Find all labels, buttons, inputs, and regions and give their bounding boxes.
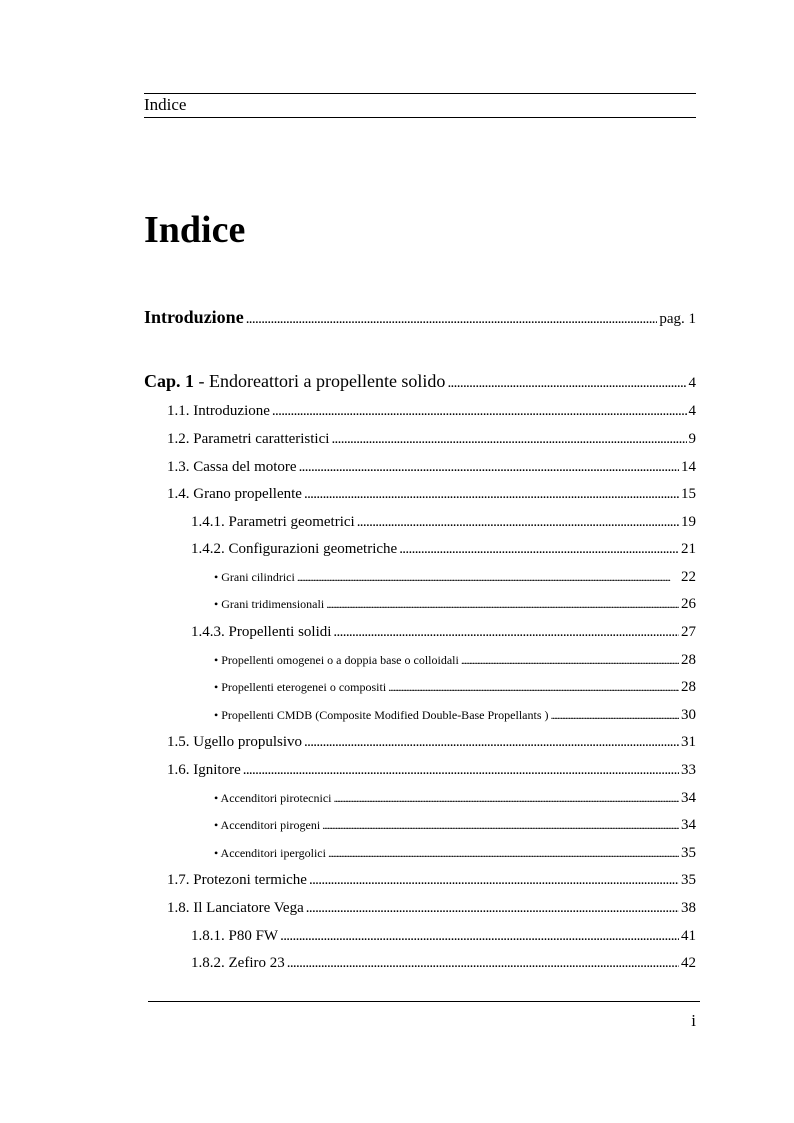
toc-leader-dots bbox=[297, 566, 679, 588]
toc-leader-dots bbox=[399, 538, 679, 560]
toc-entry-page: 27 bbox=[681, 624, 696, 640]
toc-entry-label: • Accenditori pirotecnici bbox=[214, 791, 332, 805]
toc-leader-dots bbox=[357, 511, 679, 533]
toc-entry-page: 4 bbox=[688, 375, 696, 391]
toc-entry-label: • Grani cilindrici bbox=[214, 570, 295, 584]
toc-leader-dots bbox=[304, 731, 679, 753]
toc-entry-label: 1.5. Ugello propulsivo bbox=[167, 734, 302, 750]
running-header: Indice bbox=[144, 95, 187, 114]
toc-entry-page: 22 bbox=[681, 569, 696, 585]
toc-entry-page: 35 bbox=[681, 845, 696, 861]
toc-entry[interactable] bbox=[167, 456, 696, 478]
toc-chapter-title: - Endoreattori a propellente solido bbox=[194, 371, 446, 391]
toc-entry-introduzione[interactable] bbox=[144, 306, 696, 328]
toc-entry-label: • Accenditori pirogeni bbox=[214, 818, 321, 832]
toc-entry-page: 26 bbox=[681, 596, 696, 612]
toc-entry[interactable] bbox=[214, 787, 696, 809]
toc-leader-dots bbox=[326, 593, 679, 615]
toc-entry-page: 41 bbox=[681, 928, 696, 944]
toc-entry-label: 1.1. Introduzione bbox=[167, 403, 270, 419]
toc-leader-dots bbox=[309, 869, 679, 891]
toc-entry-label: • Grani tridimensionali bbox=[214, 597, 325, 611]
toc-entry[interactable] bbox=[167, 428, 696, 450]
toc-entry[interactable] bbox=[191, 538, 696, 560]
toc-entry-label: • Propellenti CMDB (Composite Modified Double-Base Propellants ) bbox=[214, 708, 549, 722]
toc-entry-page: 42 bbox=[681, 955, 696, 971]
toc-entry[interactable] bbox=[214, 676, 696, 698]
toc-leader-dots bbox=[287, 952, 679, 974]
toc-entry-page: 21 bbox=[681, 541, 696, 557]
toc-leader-dots bbox=[388, 676, 679, 698]
toc-entry-label: 1.8.2. Zefiro 23 bbox=[191, 955, 285, 971]
toc-entry-page: 35 bbox=[681, 872, 696, 888]
toc-entry[interactable] bbox=[167, 400, 696, 422]
toc-entry[interactable] bbox=[214, 814, 696, 836]
toc-entry[interactable] bbox=[214, 566, 696, 588]
toc-entry-label: • Accenditori ipergolici bbox=[214, 846, 326, 860]
toc-entry-label: 1.3. Cassa del motore bbox=[167, 459, 297, 475]
toc-leader-dots bbox=[299, 456, 679, 478]
toc-leader-dots bbox=[246, 308, 658, 330]
toc-entry-page: 33 bbox=[681, 762, 696, 778]
toc-entry[interactable] bbox=[191, 511, 696, 533]
toc-entry-page: pag. 1 bbox=[659, 311, 696, 327]
toc-entry[interactable] bbox=[214, 649, 696, 671]
toc-entry-label: 1.8.1. P80 FW bbox=[191, 928, 279, 944]
toc-entry[interactable] bbox=[167, 731, 696, 753]
toc-leader-dots bbox=[551, 704, 680, 726]
toc-entry-page: 19 bbox=[681, 514, 696, 530]
toc-entry[interactable] bbox=[214, 842, 696, 864]
toc-leader-dots bbox=[328, 842, 679, 864]
toc-entry[interactable] bbox=[167, 759, 696, 781]
toc-chapter-number: Cap. 1 bbox=[144, 371, 195, 391]
toc-entry-page: 34 bbox=[681, 790, 696, 806]
toc-leader-dots bbox=[304, 483, 679, 505]
toc-leader-dots bbox=[243, 759, 679, 781]
toc-entry-page: 9 bbox=[688, 431, 696, 447]
toc-entry[interactable] bbox=[167, 483, 696, 505]
toc-entry-label: • Propellenti omogenei o a doppia base o colloidali bbox=[214, 653, 459, 667]
toc-leader-dots bbox=[447, 372, 686, 394]
toc-entry-page: 28 bbox=[681, 652, 696, 668]
page-title: Indice bbox=[144, 209, 246, 251]
header-rule-bottom bbox=[144, 117, 696, 118]
toc-chapter-label bbox=[144, 370, 445, 394]
toc-entry-label: 1.4.1. Parametri geometrici bbox=[191, 514, 355, 530]
toc-entry[interactable] bbox=[167, 897, 696, 919]
toc-entry-page: 15 bbox=[681, 486, 696, 502]
toc-leader-dots bbox=[461, 649, 679, 671]
footer-rule bbox=[148, 1001, 700, 1002]
toc-entry-label: 1.4.3. Propellenti solidi bbox=[191, 624, 332, 640]
toc-entry-label: • Propellenti eterogenei o compositi bbox=[214, 680, 387, 694]
footer-page-number: i bbox=[691, 1011, 696, 1030]
toc-leader-dots bbox=[272, 400, 687, 422]
toc-entry-page: 14 bbox=[681, 459, 696, 475]
toc-entry-label: 1.7. Protezoni termiche bbox=[167, 872, 307, 888]
toc-entry-label: 1.2. Parametri caratteristici bbox=[167, 431, 330, 447]
toc-leader-dots bbox=[280, 925, 679, 947]
toc-leader-dots bbox=[331, 428, 686, 450]
toc-leader-dots bbox=[334, 787, 680, 809]
toc-entry-chapter-1[interactable] bbox=[144, 370, 696, 392]
toc-entry-page: 4 bbox=[688, 403, 696, 419]
header-rule-top bbox=[144, 93, 696, 94]
toc-entry-label: 1.4.2. Configurazioni geometriche bbox=[191, 541, 398, 557]
toc-entry[interactable] bbox=[167, 869, 696, 891]
toc-entry-page: 38 bbox=[681, 900, 696, 916]
toc-entry[interactable] bbox=[191, 925, 696, 947]
toc-entry-label: Introduzione bbox=[144, 307, 244, 327]
toc-entry[interactable] bbox=[191, 621, 696, 643]
toc-entry[interactable] bbox=[191, 952, 696, 974]
toc-entry-label: 1.4. Grano propellente bbox=[167, 486, 302, 502]
toc-leader-dots bbox=[322, 814, 679, 836]
toc-entry-label: 1.8. Il Lanciatore Vega bbox=[167, 900, 304, 916]
toc-entry-page: 34 bbox=[681, 817, 696, 833]
toc-entry[interactable] bbox=[214, 593, 696, 615]
toc-entry-label: 1.6. Ignitore bbox=[167, 762, 241, 778]
toc-entry-page: 30 bbox=[681, 707, 696, 723]
toc-entry-page: 28 bbox=[681, 679, 696, 695]
toc-entry-page: 31 bbox=[681, 734, 696, 750]
toc-entry[interactable] bbox=[214, 704, 696, 726]
toc-leader-dots bbox=[333, 621, 679, 643]
toc-leader-dots bbox=[306, 897, 679, 919]
